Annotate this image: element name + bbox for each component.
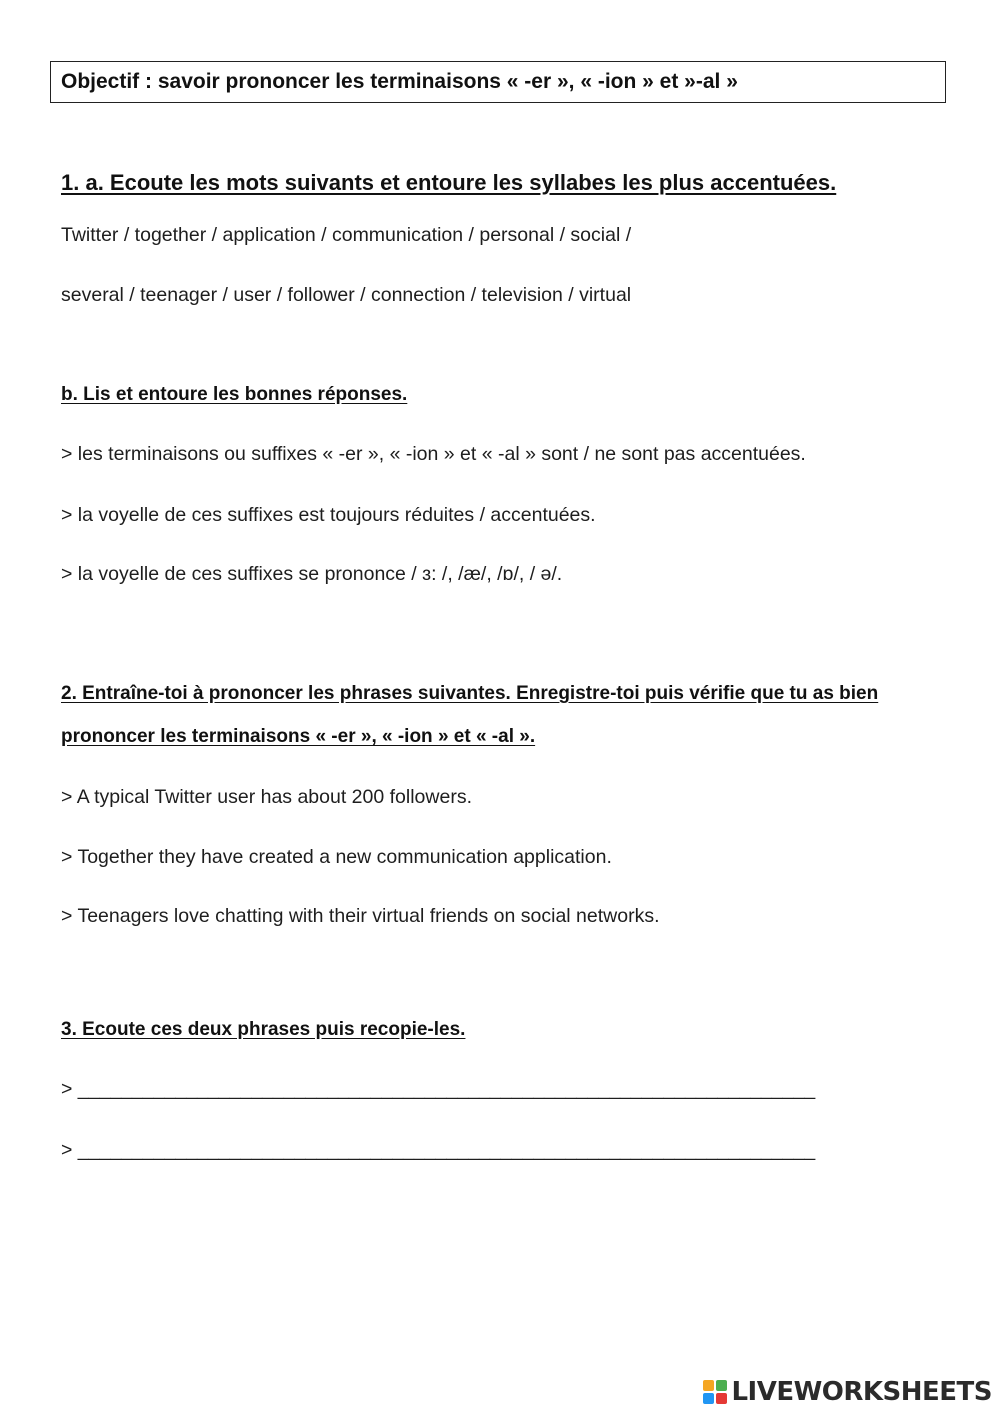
logo-text: LIVEWORKSHEETS	[731, 1377, 992, 1407]
words-line-1: Twitter / together / application / communication / personal / social /	[61, 224, 632, 246]
logo-square-3	[703, 1393, 714, 1404]
sentence-1: > A typical Twitter user has about 200 followers.	[61, 786, 472, 808]
section1b-heading: b. Lis et entoure les bonnes réponses.	[61, 384, 408, 405]
blank-line-2[interactable]: > ____________________________________________________________________	[61, 1139, 816, 1161]
section2-heading-line1: 2. Entraîne-toi à prononcer les phrases suivantes. Enregistre-toi puis vérifie que tu as bien	[61, 683, 879, 704]
sentence-2: > Together they have created a new communication application.	[61, 846, 612, 868]
section1-heading: 1. a. Ecoute les mots suivants et entoure les syllabes les plus accentuées.	[61, 170, 837, 195]
sentence-3: > Teenagers love chatting with their virtual friends on social networks.	[61, 905, 660, 927]
answer-item-2: > la voyelle de ces suffixes est toujours réduites / accentuées.	[61, 504, 596, 526]
objective-text: Objectif : savoir prononcer les terminaisons « -er », « -ion » et »-al »	[61, 70, 738, 93]
logo-mark-icon	[703, 1380, 727, 1404]
liveworksheets-logo	[703, 1377, 992, 1407]
answer-item-1: > les terminaisons ou suffixes « -er », « -ion » et « -al » sont / ne sont pas accentuées.	[61, 443, 806, 465]
section2-heading-line2: prononcer les terminaisons « -er », « -ion » et « -al ».	[61, 726, 536, 747]
objective-box	[50, 61, 946, 103]
blank-line-1[interactable]: > ____________________________________________________________________	[61, 1078, 816, 1100]
logo-square-4	[716, 1393, 727, 1404]
section3-heading: 3. Ecoute ces deux phrases puis recopie-les.	[61, 1019, 466, 1040]
logo-square-1	[703, 1380, 714, 1391]
words-line-2: several / teenager / user / follower / connection / television / virtual	[61, 284, 632, 306]
answer-item-3: > la voyelle de ces suffixes se prononce / ɜ: /, /æ/, /ɒ/, / ə/.	[61, 563, 563, 585]
logo-square-2	[716, 1380, 727, 1391]
